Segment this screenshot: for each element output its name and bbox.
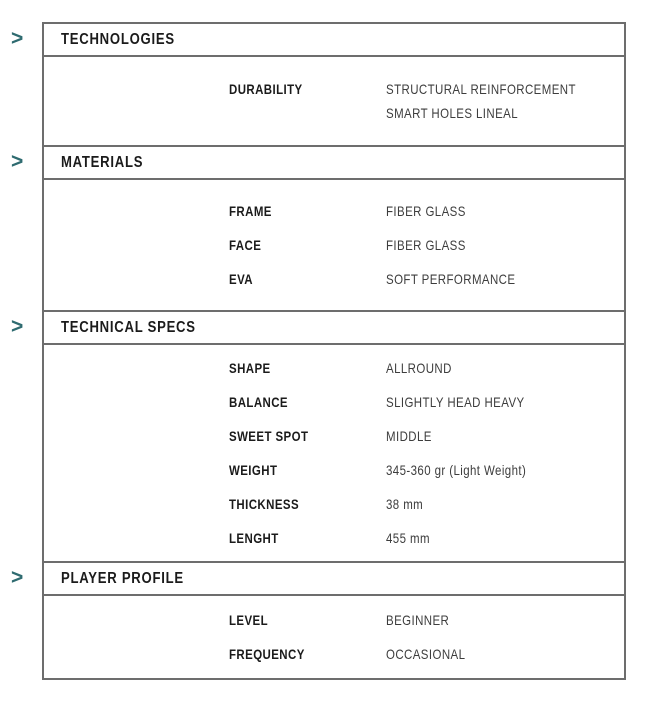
spec-value: ALLROUND: [386, 360, 452, 376]
section-body-player-profile: [44, 596, 624, 678]
spec-label: FACE: [229, 237, 262, 253]
chevron-right-icon[interactable]: >: [11, 26, 24, 50]
spec-value: SLIGHTLY HEAD HEAVY: [386, 394, 525, 410]
section-title-player-profile: PLAYER PROFILE: [61, 569, 184, 587]
spec-label: LEVEL: [229, 612, 269, 628]
spec-label: SWEET SPOT: [229, 428, 309, 444]
spec-row-durability: [44, 77, 624, 125]
spec-value: 455 mm: [386, 530, 430, 546]
spec-row-face: [44, 228, 624, 262]
spec-label: BALANCE: [229, 394, 289, 410]
spec-value: SOFT PERFORMANCE: [386, 271, 516, 287]
spec-label: THICKNESS: [229, 496, 300, 512]
chevron-right-icon[interactable]: >: [11, 149, 24, 173]
spec-label: WEIGHT: [229, 462, 278, 478]
spec-label: LENGHT: [229, 530, 279, 546]
spec-row-frequency: [44, 637, 624, 671]
spec-row-level: [44, 603, 624, 637]
section-header-player-profile[interactable]: [11, 561, 624, 596]
section-title-technologies: TECHNOLOGIES: [61, 30, 175, 48]
spec-row-weight: [44, 453, 624, 487]
section-header-technical-specs[interactable]: [11, 310, 624, 345]
spec-value: 345-360 gr (Light Weight): [386, 462, 527, 478]
section-header-technologies[interactable]: [11, 24, 624, 57]
spec-value: OCCASIONAL: [386, 646, 466, 662]
section-body-materials: [44, 180, 624, 310]
spec-label: EVA: [229, 271, 253, 287]
spec-value: STRUCTURAL REINFORCEMENT SMART HOLES LINEAL: [386, 81, 576, 121]
spec-row-balance: [44, 385, 624, 419]
section-body-technologies: [44, 57, 624, 145]
spec-value: BEGINNER: [386, 612, 450, 628]
section-title-materials: MATERIALS: [61, 153, 144, 171]
spec-row-sweet-spot: [44, 419, 624, 453]
product-specs-table: [11, 22, 626, 680]
spec-label: SHAPE: [229, 360, 271, 376]
spec-label: FRAME: [229, 203, 272, 219]
spec-value: FIBER GLASS: [386, 237, 466, 253]
section-body-technical-specs: [44, 345, 624, 561]
section-header-materials[interactable]: [11, 145, 624, 180]
spec-value: 38 mm: [386, 496, 424, 512]
section-title-technical-specs: TECHNICAL SPECS: [61, 318, 196, 336]
spec-row-eva: [44, 262, 624, 296]
chevron-right-icon[interactable]: >: [11, 314, 24, 338]
spec-row-shape: [44, 351, 624, 385]
spec-row-lenght: [44, 521, 624, 555]
spec-row-thickness: [44, 487, 624, 521]
spec-value: MIDDLE: [386, 428, 432, 444]
spec-value: FIBER GLASS: [386, 203, 466, 219]
spec-label: DURABILITY: [229, 81, 303, 97]
chevron-right-icon[interactable]: >: [11, 565, 24, 589]
spec-label: FREQUENCY: [229, 646, 305, 662]
spec-row-frame: [44, 194, 624, 228]
